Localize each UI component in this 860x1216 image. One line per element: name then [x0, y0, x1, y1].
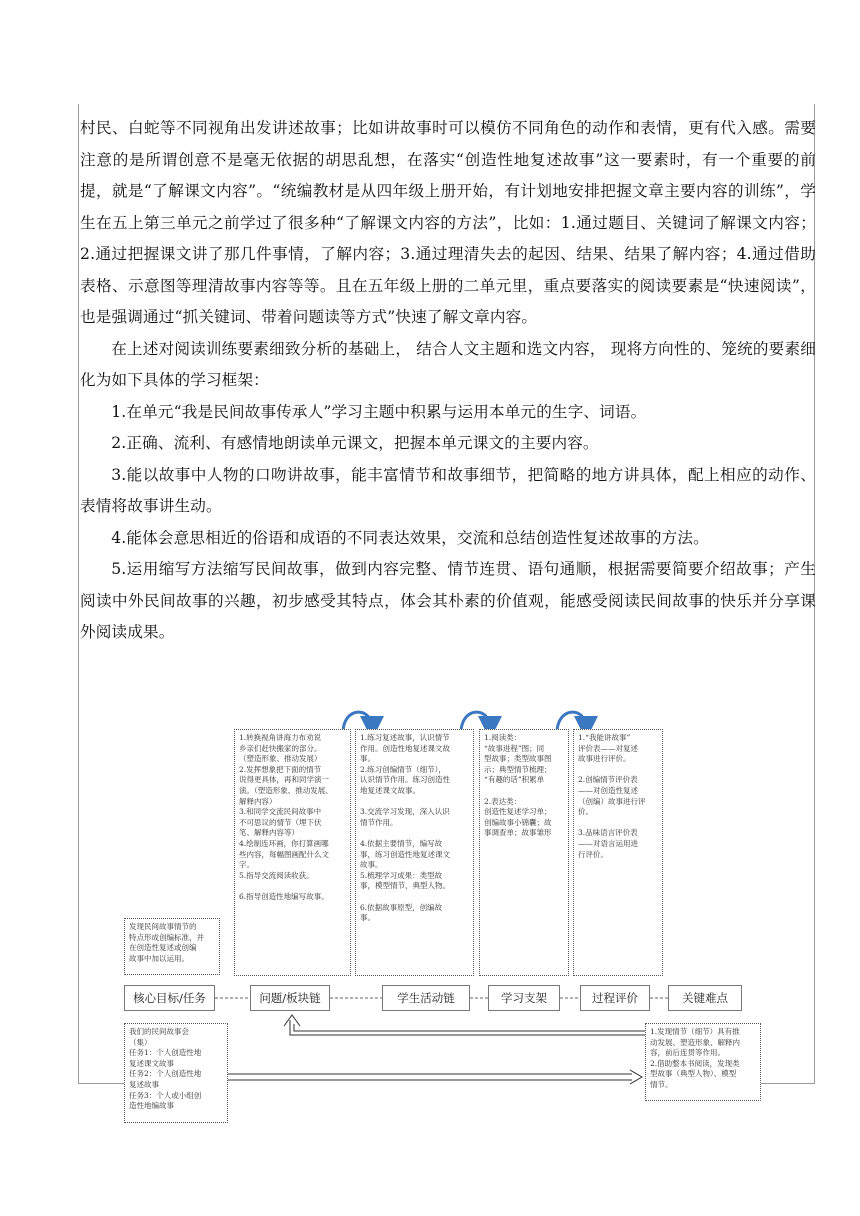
- box-line: [360, 892, 469, 903]
- paragraph: 5.运用缩写方法缩写民间故事，做到内容完整、情节连贯、语句通顺，根据需要简要介绍故事；产生阅读中外民间故事的兴趣，初步感受其特点，体会其朴素的价值观，能感受阅读民间故事的快乐并分享课外阅读成果。: [80, 560, 816, 641]
- box-line: 1.练习复述故事，认识情节: [360, 733, 450, 742]
- box-line: 任务1：个人创造性地: [129, 1048, 202, 1058]
- box-line: （创编）故事进行评: [578, 796, 646, 806]
- box-line: 2.创编情节评价表: [578, 775, 638, 785]
- core-goal-box: [124, 918, 220, 975]
- box-line: 字。: [239, 860, 254, 870]
- box-line: 5.梳理学习成果：类型故: [360, 870, 443, 880]
- box-line: [239, 881, 346, 892]
- box-line: “故事进程”图；同: [484, 743, 545, 753]
- box-line: 解释内容）: [239, 796, 277, 806]
- chain-core-goal: 核心目标/任务: [124, 985, 215, 1011]
- box-line: [578, 765, 658, 776]
- box-line: 4.依据主要情节，编写故: [360, 838, 443, 848]
- box-line: “有趣的话”积累单: [484, 775, 545, 785]
- box-line: 事，模型情节，典型人物。: [360, 881, 450, 891]
- box-line: 6.依据故事原型，创编故: [360, 902, 443, 912]
- box-line: 评价表——对复述: [578, 743, 638, 753]
- box-line: 笔、解释内容等）: [239, 828, 299, 838]
- box-line: 6.指导创造性地编写故事。: [239, 891, 329, 901]
- box-line: [484, 786, 564, 797]
- paragraph: 2.正确、流利、有感情地朗读单元课文，把握本单元课文的主要内容。: [111, 434, 599, 452]
- box-line: 创造性复述学习单；: [484, 807, 552, 817]
- chain-activity: 学生活动链: [382, 985, 470, 1011]
- box-line: 事。: [360, 754, 375, 764]
- support-box: [479, 729, 569, 976]
- box-line: 型故事；类型故事图: [484, 754, 552, 764]
- box-line: 在创造性复述或创编: [129, 943, 197, 953]
- chain-difficulty: 关键难点: [668, 985, 742, 1011]
- paragraph: 3.能以故事中人物的口吻讲故事，能丰富情节和故事细节，把简略的地方讲具体，配上相应的动作、表情将故事讲生动。: [80, 465, 816, 515]
- box-line: 造性地编故事: [129, 1101, 174, 1111]
- box-line: 我们的民间故事会: [129, 1027, 189, 1036]
- paragraph: 1.在单元“我是民间故事传承人”学习主题中积累与运用本单元的生字、词语。: [111, 402, 647, 421]
- box-line: 任务3：个人或小组创: [129, 1090, 202, 1100]
- box-line: 故事中加以运用。: [129, 953, 189, 963]
- box-line: 容，前后连贯等作用。: [650, 1048, 725, 1058]
- box-line: 创编故事小锦囊；故: [484, 817, 552, 827]
- box-line: 型故事（典型人物）、模型: [650, 1069, 737, 1079]
- box-line: 3.品味语言评价表: [578, 828, 638, 838]
- box-line: 4.绘制连环画，你打算画哪: [239, 838, 329, 848]
- evaluation-box: [573, 729, 663, 976]
- box-line: 认识情节作用。练习创造性: [360, 775, 450, 785]
- paragraph: 村民、白蛇等不同视角出发讲述故事；比如讲故事时可以模仿不同角色的动作和表情，更有代入感。需要注意的是所谓创意不是毫无依据的胡思乱想，在落实“创造性地复述故事”这一要素时，有一个重要的前提，就是“了解课文内容”。“统编教材是从四年级上册开始，有计划地安排把握文章主要内容的训练”，学生在五上第三单元之前学过了很多种“了解课文内容的方法”，比如：1.通过题目、关键词了解课文内容；2.通过把握课文讲了那几件事情，了解内容；3.通过理清失去的起因、结果、结果了解内容；4.通过借助表格、示意图等理清故事内容等等。且在五年级上册的二单元里，重点要落实的阅读要素是“快速阅读”，也是强调通过“抓关键词、带着问题读等方式”快速了解文章内容。: [80, 119, 816, 326]
- core-task-box: [124, 1023, 228, 1123]
- chain-problem: 问题/板块链: [250, 985, 330, 1011]
- box-line: 说得更具体，再和同学演一: [239, 775, 329, 785]
- box-line: 3.和同学交流民间故事中: [239, 807, 322, 817]
- box-line: 任务2：个人创造性地: [129, 1069, 202, 1079]
- box-line: 1.“我能讲故事”: [578, 733, 631, 742]
- activity-chain-box: [355, 729, 474, 976]
- box-line: 情节作用。: [360, 817, 398, 827]
- box-line: 2.借助整本书阅读，发现类: [650, 1058, 740, 1068]
- box-line: 乡亲们赶快搬家的部分。: [239, 743, 322, 753]
- paragraph: 4.能体会意思相近的俗语和成语的不同表达效果，交流和总结创造性复述故事的方法。: [111, 528, 709, 547]
- box-line: 价。: [578, 807, 593, 817]
- box-line: ——对创造性复述: [578, 785, 638, 795]
- box-line: （塑造形象、推动发展）: [239, 754, 322, 764]
- problem-chain-box: [234, 729, 351, 976]
- box-line: 2.练习创编情节（细节），: [360, 764, 446, 774]
- box-line: 事。: [360, 913, 375, 923]
- box-line: 复述课文故事: [129, 1058, 174, 1068]
- box-line: 行评价。: [578, 849, 608, 859]
- box-line: 演。（塑造形象、推动发展、: [239, 785, 333, 795]
- box-line: 1.发现情节（细节）具有推: [650, 1027, 740, 1036]
- box-line: ——对语言运用进: [578, 838, 638, 848]
- box-line: [578, 818, 658, 829]
- chain-support: 学习支架: [488, 985, 560, 1011]
- paragraph: 在上述对阅读训练要素细致分析的基础上， 结合人文主题和选文内容， 现将方向性的、笼统的要素细化为如下具体的学习框架：: [80, 339, 816, 389]
- box-line: 地复述课文故事。: [360, 785, 420, 795]
- box-line: 些内容，每幅图画配什么文: [239, 849, 329, 859]
- box-line: 故事进行评价。: [578, 754, 631, 764]
- box-line: 情节。: [650, 1079, 673, 1089]
- box-line: 动发展、塑造形象、解释内: [650, 1037, 740, 1047]
- box-line: 复述故事: [129, 1079, 159, 1089]
- box-line: 事调查单；故事雏形: [484, 828, 552, 838]
- box-line: [360, 797, 469, 808]
- difficulty-box: [645, 1023, 761, 1101]
- box-line: 示；典型情节梳理；: [484, 764, 552, 774]
- box-line: （集）: [129, 1037, 152, 1047]
- box-line: 故事。: [360, 860, 383, 870]
- box-line: [360, 828, 469, 839]
- box-line: 事，练习创造性地复述课文: [360, 849, 450, 859]
- box-line: 1.转换视角讲海力布劝说: [239, 733, 322, 742]
- box-line: 发现民间故事情节的: [129, 922, 197, 931]
- return-arrow-icon: [290, 1020, 645, 1035]
- box-line: 5.指导交流阅读收获。: [239, 870, 314, 880]
- box-line: 3.交流学习发现，深入认识: [360, 807, 450, 817]
- box-line: 1.阅读类：: [484, 733, 522, 742]
- box-line: 作用。创造性地复述课文故: [360, 743, 450, 753]
- box-line: 不可思议的情节（埋下伏: [239, 817, 322, 827]
- chain-evaluation: 过程评价: [580, 985, 650, 1011]
- box-line: 2.表达类：: [484, 796, 522, 806]
- box-line: 特点形成创编标准，并: [129, 932, 204, 942]
- box-line: 2.发挥想象把下面的情节: [239, 764, 322, 774]
